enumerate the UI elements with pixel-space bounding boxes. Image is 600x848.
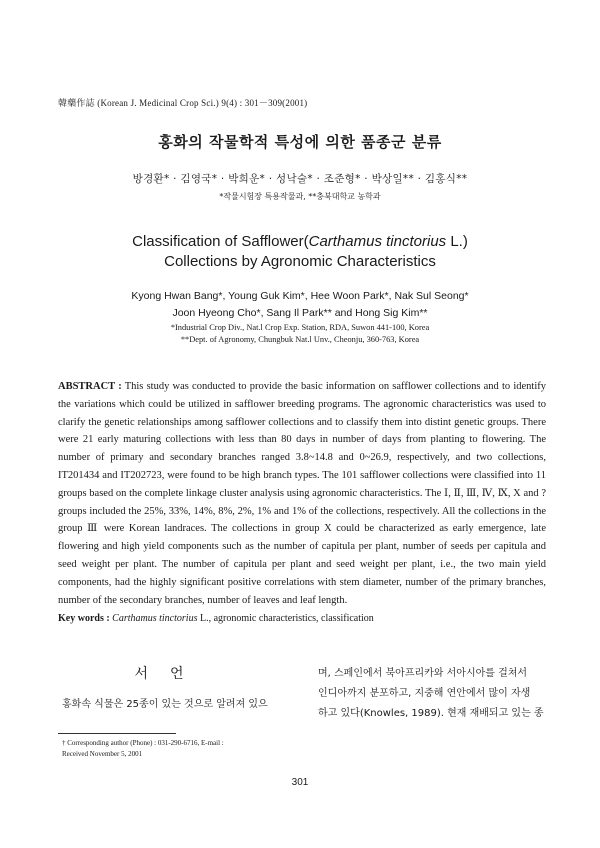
page-number: 301 <box>291 777 309 788</box>
english-authors-line-2: Joon Hyeong Cho*, Sang Il Park** and Hong Sig Kim** <box>172 307 428 319</box>
abstract <box>58 378 546 609</box>
footnote <box>62 738 224 760</box>
journal-header: 韓藥作誌 (Korean J. Medicinal Crop Sci.) 9(4) : 301－309(2001) <box>58 98 308 108</box>
english-authors-line-1: Kyong Hwan Bang*, Young Guk Kim*, Hee Woon Park*, Nak Sul Seong* <box>131 290 469 302</box>
english-title-line-2: Collections by Agronomic Characteristics <box>164 253 436 270</box>
footnote-corresponding-author: † Corresponding author (Phone) : 031-290-6716, E-mail : <box>62 739 224 747</box>
footnote-divider <box>58 733 176 734</box>
english-title-suffix: L.) <box>446 233 468 250</box>
english-title-species: Carthamus tinctorius <box>308 233 447 250</box>
keywords-list: L., agronomic characteristics, classification <box>197 613 374 624</box>
english-title-line-1 <box>0 232 600 252</box>
english-affiliation <box>0 322 600 346</box>
korean-affiliation: *작물시험장 특용작물과, **충북대학교 농학과 <box>219 192 381 201</box>
intro-right-line: 인디아까지 분포하고, 지중해 연안에서 많이 자생 <box>318 688 531 699</box>
intro-right-line: 며, 스페인에서 북아프리카와 서아시아를 걸쳐서 <box>318 668 528 679</box>
korean-authors: 방경환* · 김영국* · 박희운* · 성낙술* · 조준형* · 박상일** · 김홍식** <box>132 173 468 185</box>
abstract-label: ABSTRACT : <box>58 381 122 392</box>
footnote-received-date: Received November 5, 2001 <box>62 750 143 758</box>
intro-right-column <box>318 664 558 724</box>
keywords-species: Carthamus tinctorius <box>112 613 198 624</box>
section-heading-introduction: 서언 <box>134 666 206 682</box>
abstract-text: This study was conducted to provide the basic information on safflower collections and to identify the variations which could be utilized in safflower breeding programs. The agronomic characteristics was used to clarify the genetic relationships among safflower collections and to classify them into distint genetic groups. There were 21 early maturing collections with less than 80 days in number of days from planting to flowering. The number of primary and secondary branches ranged 3.8~14.8 and 0~26.9, respectively, and two collections, IT201434 and IT202723, were found to be high branch types. The 101 safflower collections were classified into 11 groups based on the complete linkage cluster analysis using agronomic characteristics. The Ⅰ, Ⅱ, Ⅲ, Ⅳ, Ⅸ, X and ? groups included the 25%, 33%, 14%, 8%, 2%, 1% and 1% of the collections, respectively. All the collections in the group Ⅲ were Korean landraces. The collections in group X could be characterized as early emergence, late flowering and high yield components such as the number of capitula per plant, number of seeds per capitula and seed weight per plant. The number of capitula per plant and seed weight per plant, i.e., the two main yield components, had the highly significant positive correlations with stem diameter, number of the primary branches, number of the secondary branches, number of leaves and leaf length. <box>58 381 546 606</box>
english-title-prefix: Classification of Safflower( <box>132 233 309 250</box>
intro-right-line: 하고 있다(Knowles, 1989). 현재 재배되고 있는 종 <box>318 708 544 719</box>
intro-left-column-text: 홍화속 식물은 25종이 있는 것으로 알려져 있으 <box>62 699 268 710</box>
english-affiliation-line-2: **Dept. of Agronomy, Chungbuk Nat.l Unv., Cheonju, 360-763, Korea <box>180 335 420 344</box>
english-affiliation-line-1: *Industrial Crop Div., Nat.l Crop Exp. Station, RDA, Suwon 441-100, Korea <box>170 323 430 332</box>
english-title <box>0 232 600 272</box>
keywords-label: Key words : <box>58 613 110 624</box>
keywords <box>58 613 558 624</box>
korean-title: 홍화의 작물학적 특성에 의한 품종군 분류 <box>158 133 442 151</box>
english-authors <box>0 288 600 322</box>
